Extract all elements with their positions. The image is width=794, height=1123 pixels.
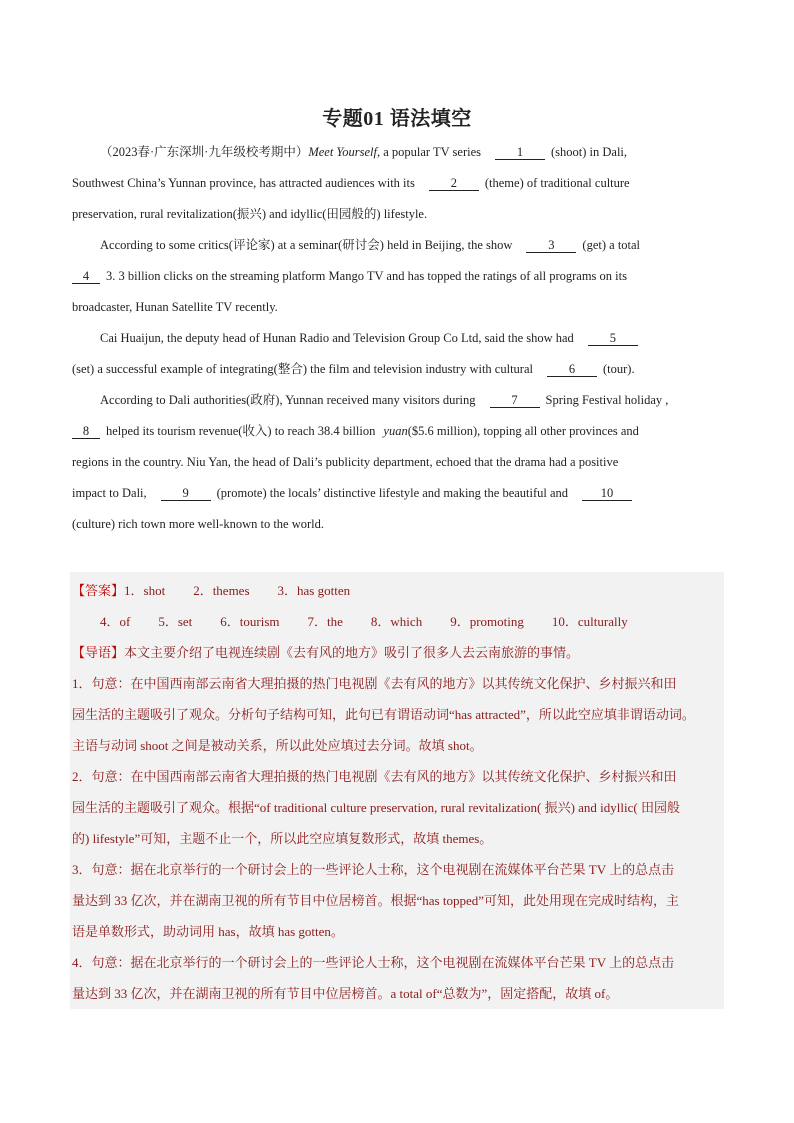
text: Southwest China’s Yunnan province, has attracted audiences with its (72, 176, 415, 190)
blank-5[interactable]: 5 (588, 331, 638, 346)
text: (shoot) in Dali, (551, 145, 628, 159)
text: impact to Dali, (72, 486, 147, 500)
currency-word: yuan (383, 424, 408, 438)
explanation-line: 1．句意：在中国西南部云南省大理拍摄的热门电视剧《去有风的地方》以其传统文化保护、乡村振兴和田 (72, 676, 677, 691)
blank-8[interactable]: 8 (72, 424, 100, 439)
blank-9[interactable]: 9 (161, 486, 211, 501)
explanation-line: 量达到 33 亿次，并在湖南卫视的所有节目中位居榜首。a total of“总数为”，固定搭配，故填 of。 (72, 986, 619, 1001)
blank-7[interactable]: 7 (490, 393, 540, 408)
passage-line-4 (72, 230, 722, 261)
explanation-line: 4．句意：据在北京举行的一个研讨会上的一些评论人士称，这个电视剧在流媒体平台芒果 TV 上的总点击 (72, 955, 675, 970)
answer-label: 【答案】 (72, 583, 125, 598)
passage-line-8 (72, 354, 722, 385)
answer-item: 2．themes (193, 583, 250, 598)
text: Cai Huaijun, the deputy head of Hunan Radio and Television Group Co Ltd, said the show had (100, 331, 574, 345)
explanation-line: 的) lifestyle”可知，主题不止一个，所以此空应填复数形式，故填 themes。 (72, 831, 493, 846)
passage-line-6: broadcaster, Hunan Satellite TV recently. (72, 300, 278, 314)
answer-section (70, 572, 724, 1009)
answer-item: 3．has gotten (277, 583, 351, 598)
explanation-line: 2．句意：在中国西南部云南省大理拍摄的热门电视剧《去有风的地方》以其传统文化保护、乡村振兴和田 (72, 769, 677, 784)
passage (72, 137, 722, 540)
passage-line-5 (72, 261, 722, 292)
answer-item: 6．tourism (220, 614, 280, 629)
passage-line-13: (culture) rich town more well-known to the world. (72, 517, 325, 531)
explanation-line: 3．句意：据在北京举行的一个研讨会上的一些评论人士称，这个电视剧在流媒体平台芒果 TV 上的总点击 (72, 862, 675, 877)
blank-10[interactable]: 10 (582, 486, 632, 501)
text: (tour). (603, 362, 635, 376)
text: ($5.6 million), topping all other provinces and (407, 424, 639, 438)
guide-text: 本文主要介绍了电视连续剧《去有风的地方》吸引了很多人去云南旅游的事情。 (124, 645, 580, 660)
answer-item: 9．promoting (450, 614, 524, 629)
text: According to some critics(评论家) at a seminar(研讨会) held in Beijing, the show (100, 238, 513, 252)
passage-line-3: preservation, rural revitalization(振兴) and idyllic(田园般的) lifestyle. (72, 207, 428, 221)
explanation-line: 主语与动词 shoot 之间是被动关系，所以此处应填过去分词。故填 shot。 (72, 738, 483, 753)
answer-row-2 (72, 611, 750, 630)
answer-item: 4．of (100, 614, 131, 629)
passage-line-2 (72, 168, 722, 199)
source-note: （2023春·广东深圳·九年级校考期中） (100, 145, 309, 159)
blank-4[interactable]: 4 (72, 269, 100, 284)
text: 3. 3 billion clicks on the streaming platform Mango TV and has topped the ratings of all programs on its (106, 269, 627, 283)
text: Spring Festival holiday , (545, 393, 669, 407)
answer-item: 1．shot (124, 583, 166, 598)
explanation-line: 量达到 33 亿次，并在湖南卫视的所有节目中位居榜首。根据“has topped”可知，此处用现在完成时结构，主 (72, 893, 680, 908)
page-title: 专题01 语法填空 (322, 108, 472, 130)
passage-line-10 (72, 416, 722, 447)
answer-item: 7．the (307, 614, 343, 629)
text: According to Dali authorities(政府), Yunnan received many visitors during (100, 393, 476, 407)
passage-line-1 (72, 137, 722, 168)
answer-item: 5．set (158, 614, 193, 629)
blank-2[interactable]: 2 (429, 176, 479, 191)
explanation-line: 园生活的主题吸引了观众。根据“of traditional culture preservation, rural revitalization( 振兴) and idyllic( 田园般 (72, 800, 680, 815)
text: (set) a successful example of integrating(整合) the film and television industry with cultural (72, 362, 533, 376)
text: (promote) the locals’ distinctive lifestyle and making the beautiful and (216, 486, 569, 500)
answer-row-1 (72, 580, 722, 599)
explanation-line: 园生活的主题吸引了观众。分析句子结构可知，此句已有谓语动词“has attracted”，所以此空应填非谓语动词。 (72, 707, 695, 722)
passage-line-12 (72, 478, 722, 509)
text: (get) a total (582, 238, 641, 252)
passage-line-11: regions in the country. Niu Yan, the head of Dali’s publicity department, echoed that the drama had a positive (72, 455, 619, 469)
explanation-line: 语是单数形式，助动词用 has，故填 has gotten。 (72, 924, 344, 939)
guide-line (72, 642, 722, 661)
answer-item: 8．which (370, 614, 423, 629)
show-title: Meet Yourself (308, 145, 377, 159)
text: , a popular TV series (376, 145, 481, 159)
text: (theme) of traditional culture (484, 176, 630, 190)
blank-3[interactable]: 3 (526, 238, 576, 253)
passage-line-9 (72, 385, 722, 416)
passage-line-7 (72, 323, 722, 354)
answer-item: 10．culturally (551, 614, 628, 629)
guide-label: 【导语】 (72, 645, 125, 660)
blank-6[interactable]: 6 (547, 362, 597, 377)
text: helped its tourism revenue(收入) to reach 38.4 billion (106, 424, 376, 438)
blank-1[interactable]: 1 (495, 145, 545, 160)
